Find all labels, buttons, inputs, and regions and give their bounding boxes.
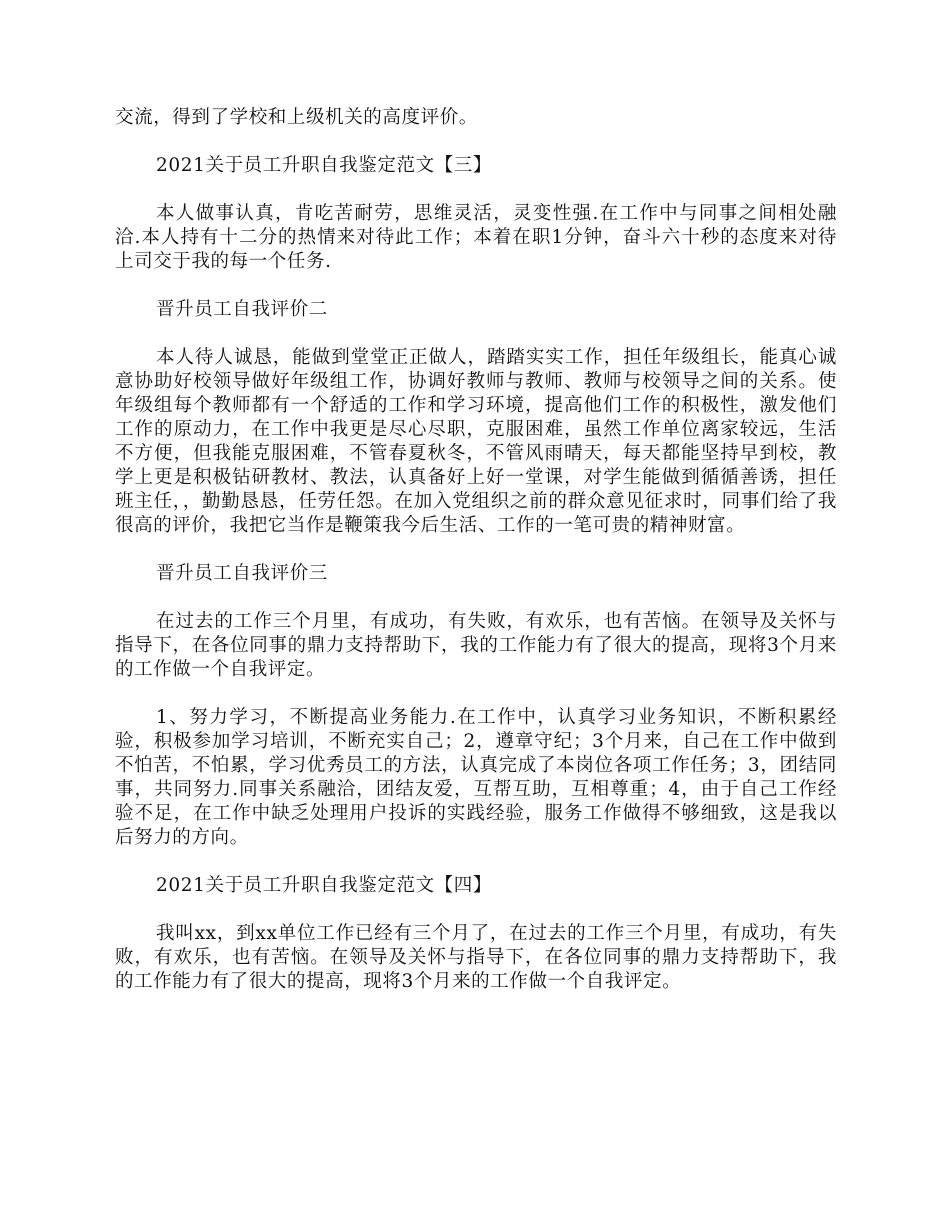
section-heading-evaluation-two: 晋升员工自我评价二	[156, 299, 328, 320]
paragraph-intro-continuation: 交流，得到了学校和上级机关的高度评价。	[115, 107, 478, 128]
section-heading-three: 2021关于员工升职自我鉴定范文【三】	[156, 155, 492, 176]
paragraph-evaluation-two: 本人待人诚恳，能做到堂堂正正做人，踏踏实实工作，担任年级组长，能真心诚意协助好校领导做好年级组工作，协调好教师与教师、教师与校领导之间的关系。使年级组每个教师都有一个舒适的工作和学习环境，提高他们工作的积极性，激发他们工作的原动力，在工作中我更是尽心尽职，克服困难，虽然工作单位离家较远，生活不方便，但我能克服困难，不管春夏秋冬，不管风雨晴天，每天都能坚持早到校，教学上更是积极钻研教材、教法，认真备好上好一堂课，对学生能做到循循善诱，担任班主任，，勤勤恳恳，任劳任怨。在加入党组织之前的群众意见征求时，同事们给了我很高的评价，我把它当作是鞭策我今后生活、工作的一笔可贵的精神财富。	[115, 347, 837, 536]
document-page	[115, 106, 837, 1018]
paragraph-evaluation-three-intro: 在过去的工作三个月里，有成功，有失败，有欢乐，也有苦恼。在领导及关怀与指导下，在各位同事的鼎力支持帮助下，我的工作能力有了很大的提高，现将3个月来的工作做一个自我评定。	[115, 611, 837, 680]
paragraph-section-four: 我叫xx，到xx单位工作已经有三个月了，在过去的工作三个月里，有成功，有失败，有欢乐，也有苦恼。在领导及关怀与指导下，在各位同事的鼎力支持帮助下，我的工作能力有了很大的提高，现将3个月来的工作做一个自我评定。	[115, 923, 837, 992]
paragraph-evaluation-three-points: 1、努力学习，不断提高业务能力.在工作中，认真学习业务知识，不断积累经验，积极参加学习培训，不断充实自己；2，遵章守纪；3个月来，自己在工作中做到不怕苦，不怕累，学习优秀员工的方法，认真完成了本岗位各项工作任务；3，团结同事，共同努力.同事关系融洽，团结友爱，互帮互助，互相尊重；4，由于自己工作经验不足，在工作中缺乏处理用户投诉的实践经验，服务工作做得不够细致，这是我以后努力的方向。	[115, 707, 837, 848]
section-heading-four: 2021关于员工升职自我鉴定范文【四】	[156, 875, 492, 896]
paragraph-section-three: 本人做事认真，肯吃苦耐劳，思维灵活，灵变性强.在工作中与同事之间相处融洽.本人持有十二分的热情来对待此工作；本着在职1分钟，奋斗六十秒的态度来对待上司交于我的每一个任务.	[115, 203, 837, 272]
section-heading-evaluation-three: 晋升员工自我评价三	[156, 563, 328, 584]
